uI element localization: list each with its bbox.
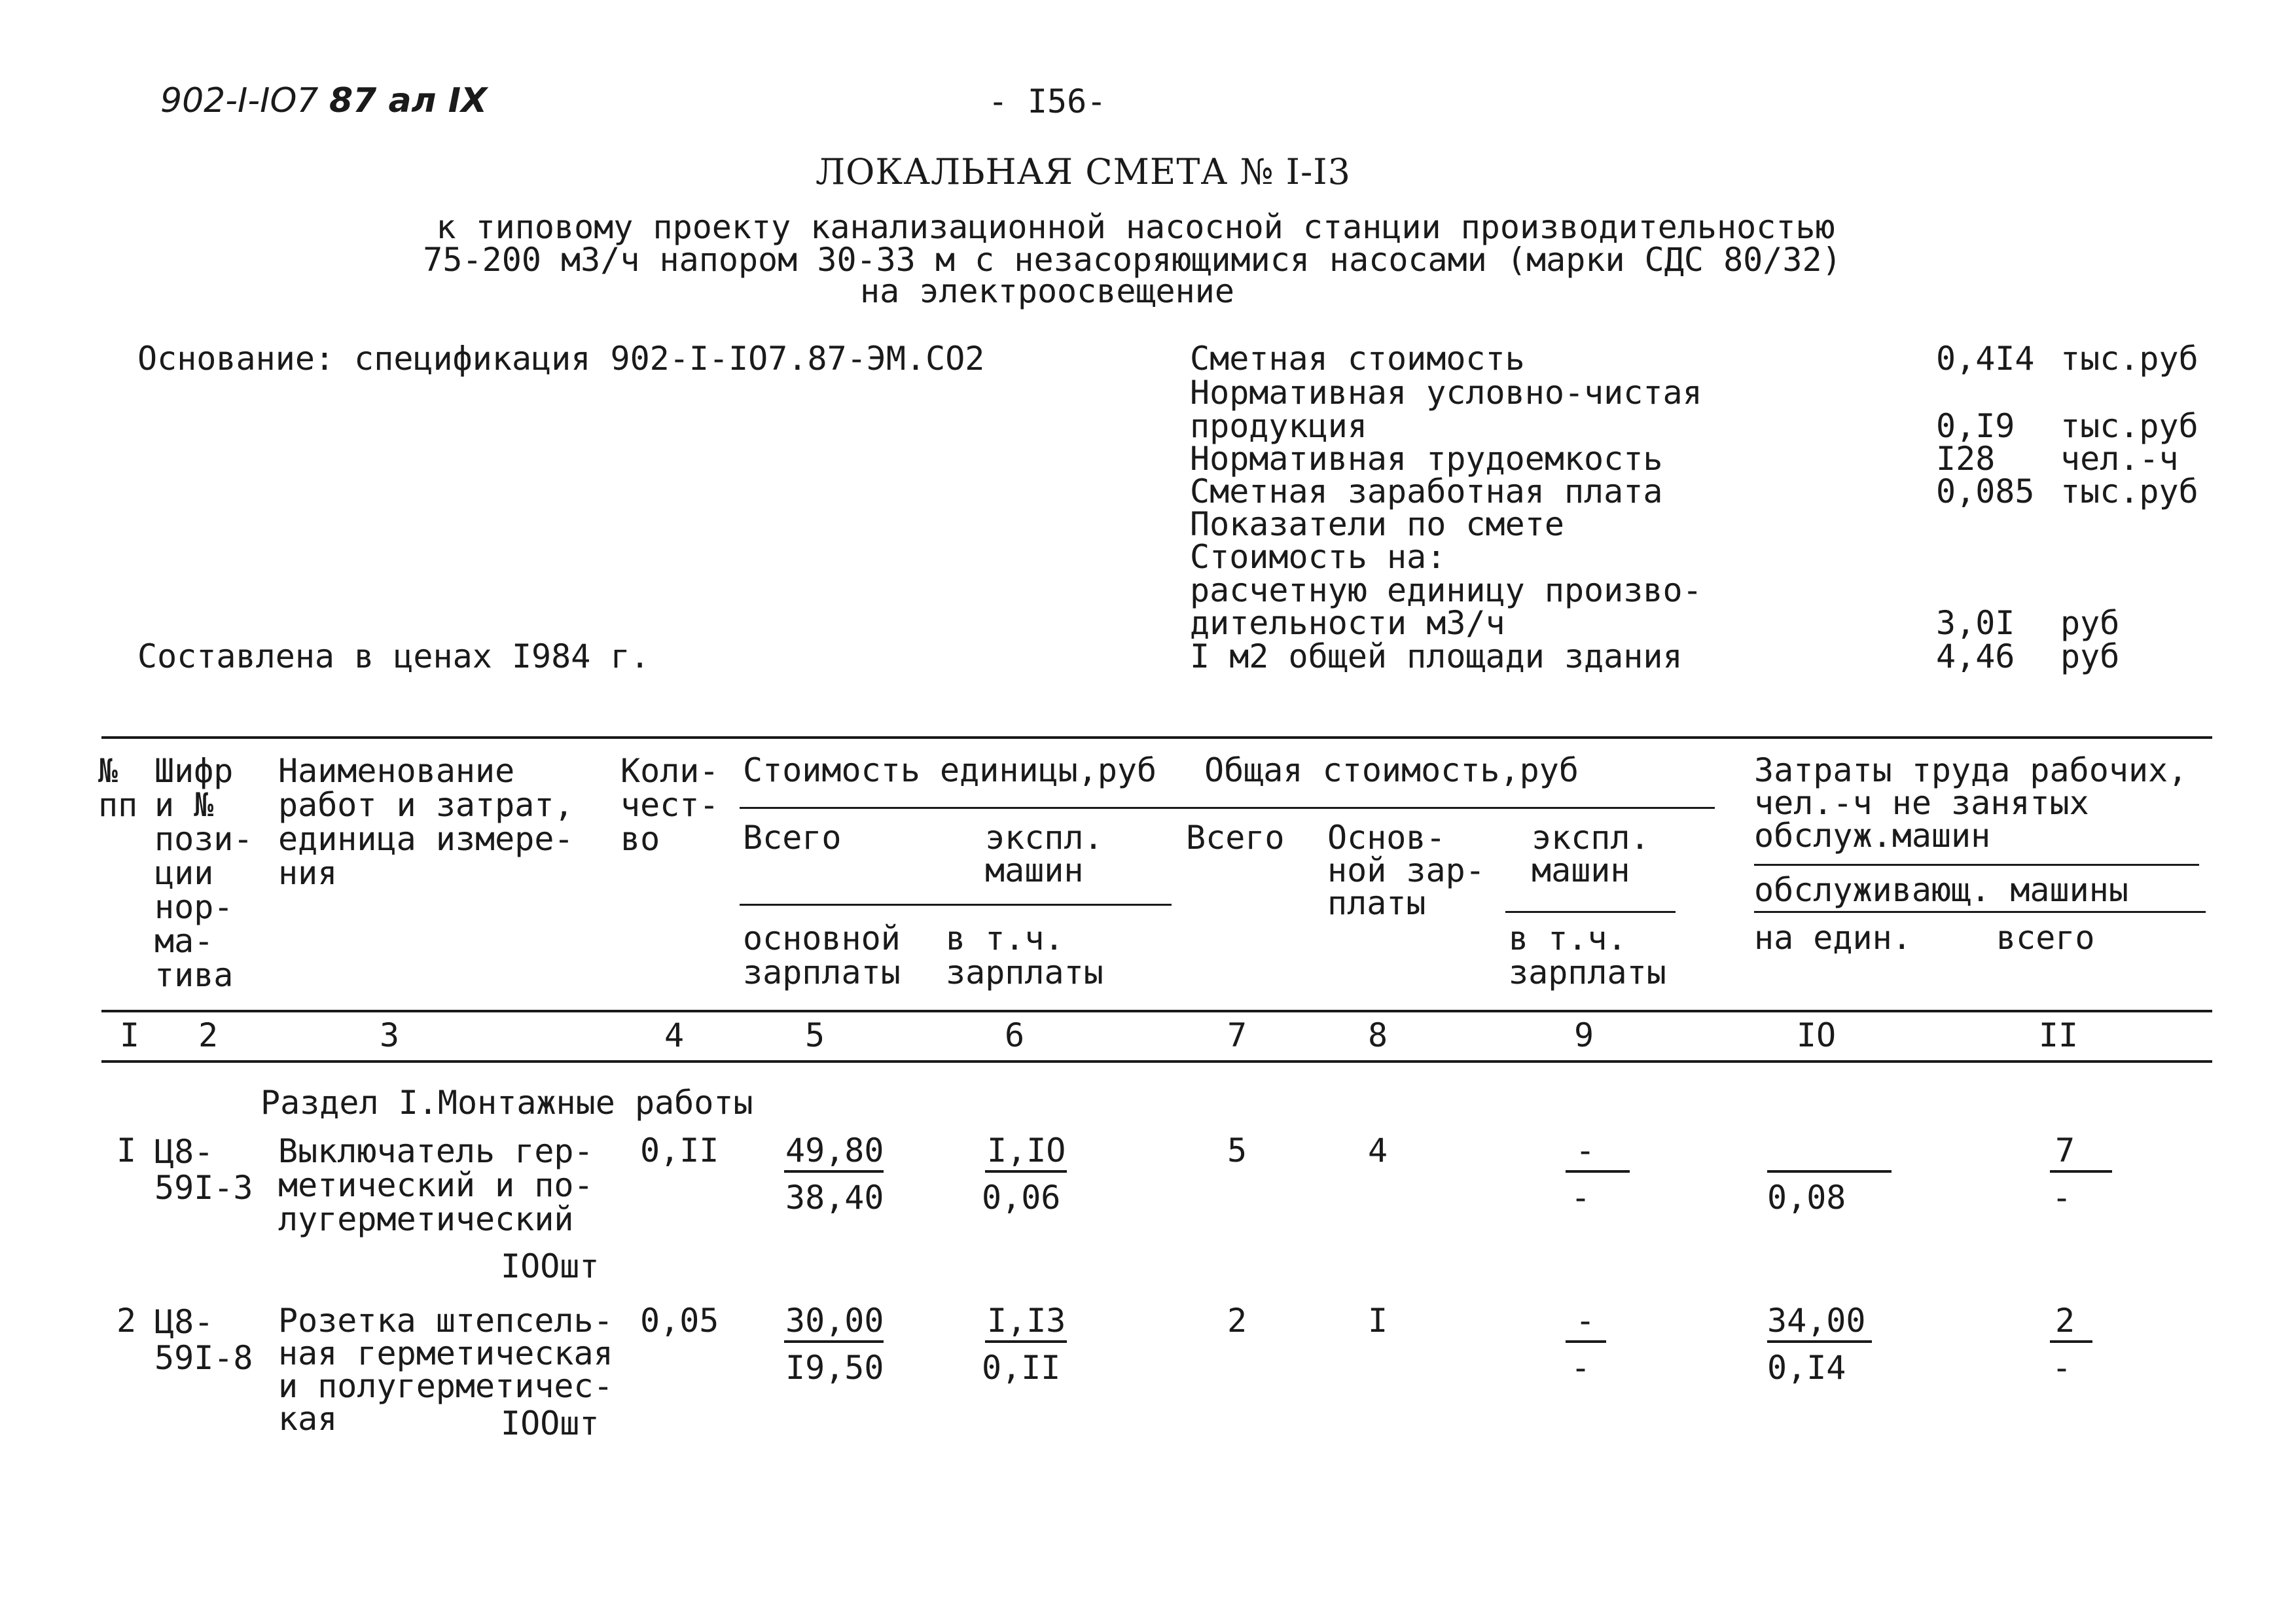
row-quantity: 0,II [640, 1132, 719, 1169]
summary-label: дительности м3/ч [1190, 604, 1505, 642]
col-header-name: Наименование работ и затрат, единица измере- ния [278, 752, 574, 892]
col-header-labor-total: всего [1996, 919, 2095, 957]
row-number: I [117, 1132, 137, 1169]
col-header-unit-cost: Стоимость единицы,руб [743, 751, 1157, 789]
summary-unit: тыс.руб [2060, 473, 2198, 510]
total-cost: 5 [1227, 1132, 1247, 1169]
total-machines: - [1575, 1302, 1596, 1340]
row-quantity: 0,05 [640, 1302, 719, 1340]
col-header-total-all: Всего [1186, 819, 1285, 857]
column-number: 3 [379, 1016, 400, 1054]
unit-cost-machine-wage: 0,06 [982, 1179, 1061, 1217]
value-underline [2050, 1340, 2092, 1343]
summary-label: Показатели по смете [1190, 505, 1564, 543]
row-name: Розетка штепсель- ная герметическая и полугерметичес- кая [278, 1302, 613, 1438]
column-number: IO [1796, 1016, 1837, 1054]
column-number: 6 [1004, 1016, 1025, 1054]
price-year-text: Составлена в ценах I984 г. [137, 637, 650, 675]
title-line-1: к типовому проекту канализационной насосной станции производительностью [436, 208, 1835, 246]
labor-per-unit-service: 0,I4 [1767, 1349, 1846, 1387]
unit-cost-machine-wage: 0,II [982, 1349, 1061, 1387]
header-bottom-rule [101, 1010, 2212, 1012]
summary-unit: чел.-ч [2060, 440, 2179, 478]
summary-value: 0,I9 [1936, 407, 2015, 445]
column-number: 4 [664, 1016, 685, 1054]
col-header-code: Шифр и № пози- ции нор- ма- тива [154, 752, 253, 994]
summary-label: Нормативная трудоемкость [1190, 440, 1663, 478]
col-header-machines: экспл. машин [985, 819, 1103, 889]
unit-cost-total: 49,80 [785, 1132, 884, 1169]
basis-text: Основание: спецификация 902-I-IO7.87-ЭМ.СО2 [137, 340, 985, 378]
unit-cost-base-wage: 38,40 [785, 1179, 884, 1217]
col-header-quantity: Коли- чест- во [620, 752, 719, 858]
summary-value: 0,4I4 [1936, 340, 2035, 378]
col-header-machines-total: экспл. машин [1532, 819, 1650, 889]
value-underline [1767, 1340, 1872, 1343]
labor-total-service: - [2051, 1179, 2072, 1217]
col-header-base-pay: Основ- ной зар- платы [1327, 819, 1485, 922]
total-machine-wage: - [1570, 1349, 1591, 1387]
row-code: Ц8- 59I-8 [154, 1303, 253, 1377]
col-header-incl-wage: в т.ч. зарплаты [946, 919, 1103, 991]
col-header-incl-wage-total: в т.ч. зарплаты [1509, 919, 1666, 991]
header-sub-rule [1505, 911, 1676, 913]
summary-value: 3,0I [1936, 604, 2015, 642]
value-underline [985, 1170, 1067, 1173]
value-underline [2050, 1170, 2112, 1173]
row-unit: IOOшт [501, 1247, 600, 1285]
col-header-number: № пп [98, 752, 138, 824]
column-number-rule [101, 1060, 2212, 1063]
summary-label: Сметная заработная плата [1190, 473, 1663, 510]
summary-unit: тыс.руб [2060, 340, 2198, 378]
unit-cost-machines: I,I3 [987, 1302, 1066, 1340]
column-number: 5 [804, 1016, 825, 1054]
summary-label: продукция [1190, 407, 1367, 445]
labor-per-unit: 34,00 [1767, 1302, 1866, 1340]
title-line-3: на электроосвещение [860, 272, 1234, 310]
table-top-rule [101, 736, 2212, 739]
col-header-per-unit: на един. [1754, 919, 1912, 957]
estimate-title: ЛОКАЛЬНАЯ СМЕТА № I-I3 [816, 151, 1351, 192]
row-number: 2 [117, 1302, 137, 1340]
unit-cost-machines: I,IO [987, 1132, 1066, 1169]
column-number: I [119, 1016, 140, 1054]
value-underline [784, 1170, 884, 1173]
column-number: 9 [1573, 1016, 1594, 1054]
summary-value: I28 [1936, 440, 1996, 478]
total-cost: 2 [1227, 1302, 1247, 1340]
total-machine-wage: - [1570, 1179, 1591, 1217]
header-sub-rule [740, 904, 1172, 906]
summary-unit: тыс.руб [2060, 407, 2198, 445]
column-number: 7 [1227, 1016, 1247, 1054]
unit-cost-base-wage: I9,50 [785, 1349, 884, 1387]
total-base-pay: 4 [1367, 1132, 1388, 1169]
labor-per-unit-service: 0,08 [1767, 1179, 1846, 1217]
summary-label: Сметная стоимость [1190, 340, 1525, 378]
value-underline [1566, 1340, 1606, 1343]
labor-total: 2 [2055, 1302, 2075, 1340]
header-sub-rule [1754, 911, 2206, 913]
col-header-labor: Затраты труда рабочих, чел.-ч не занятых обслуж.машин [1754, 751, 2188, 855]
row-code: Ц8- 59I-3 [154, 1133, 253, 1207]
value-underline [1767, 1170, 1892, 1173]
summary-value: 0,085 [1936, 473, 2035, 510]
labor-total-service: - [2051, 1349, 2072, 1387]
unit-cost-total: 30,00 [785, 1302, 884, 1340]
summary-label: Нормативная условно-чистая [1190, 374, 1702, 412]
summary-unit: руб [2060, 604, 2120, 642]
total-base-pay: I [1367, 1302, 1388, 1340]
section-title: Раздел I.Монтажные работы [260, 1084, 753, 1122]
column-number: 2 [198, 1016, 219, 1054]
summary-unit: руб [2060, 637, 2120, 675]
row-unit: IOOшт [501, 1404, 600, 1442]
labor-total: 7 [2055, 1132, 2075, 1169]
column-number: 8 [1367, 1016, 1388, 1054]
column-number: II [2038, 1016, 2079, 1054]
total-machines: - [1575, 1132, 1596, 1169]
row-name: Выключатель гер- метический и по- лугерметический [278, 1132, 594, 1238]
col-header-base-wage: основной зарплаты [743, 919, 901, 991]
value-underline [1566, 1170, 1630, 1173]
page-number: - I56- [988, 82, 1107, 120]
value-underline [985, 1340, 1067, 1343]
summary-value: 4,46 [1936, 637, 2015, 675]
col-header-labor-sub: обслуживающ. машины [1754, 871, 2128, 909]
summary-label: расчетную единицу произво- [1190, 571, 1702, 609]
summary-label: Стоимость на: [1190, 538, 1446, 576]
title-line-2: 75-200 м3/ч напором 30-33 м с незасоряющимися насосами (марки СДС 80/32) [423, 241, 1842, 279]
summary-label: I м2 общей площади здания [1190, 637, 1683, 675]
col-header-total-cost: Общая стоимость,руб [1204, 751, 1579, 789]
header-sub-rule [1754, 864, 2199, 866]
value-underline [784, 1340, 884, 1343]
header-sub-rule [740, 807, 1715, 809]
document-code: 902-I-IO7 87 ал IX [160, 81, 488, 120]
col-header-total: Всего [743, 819, 842, 857]
